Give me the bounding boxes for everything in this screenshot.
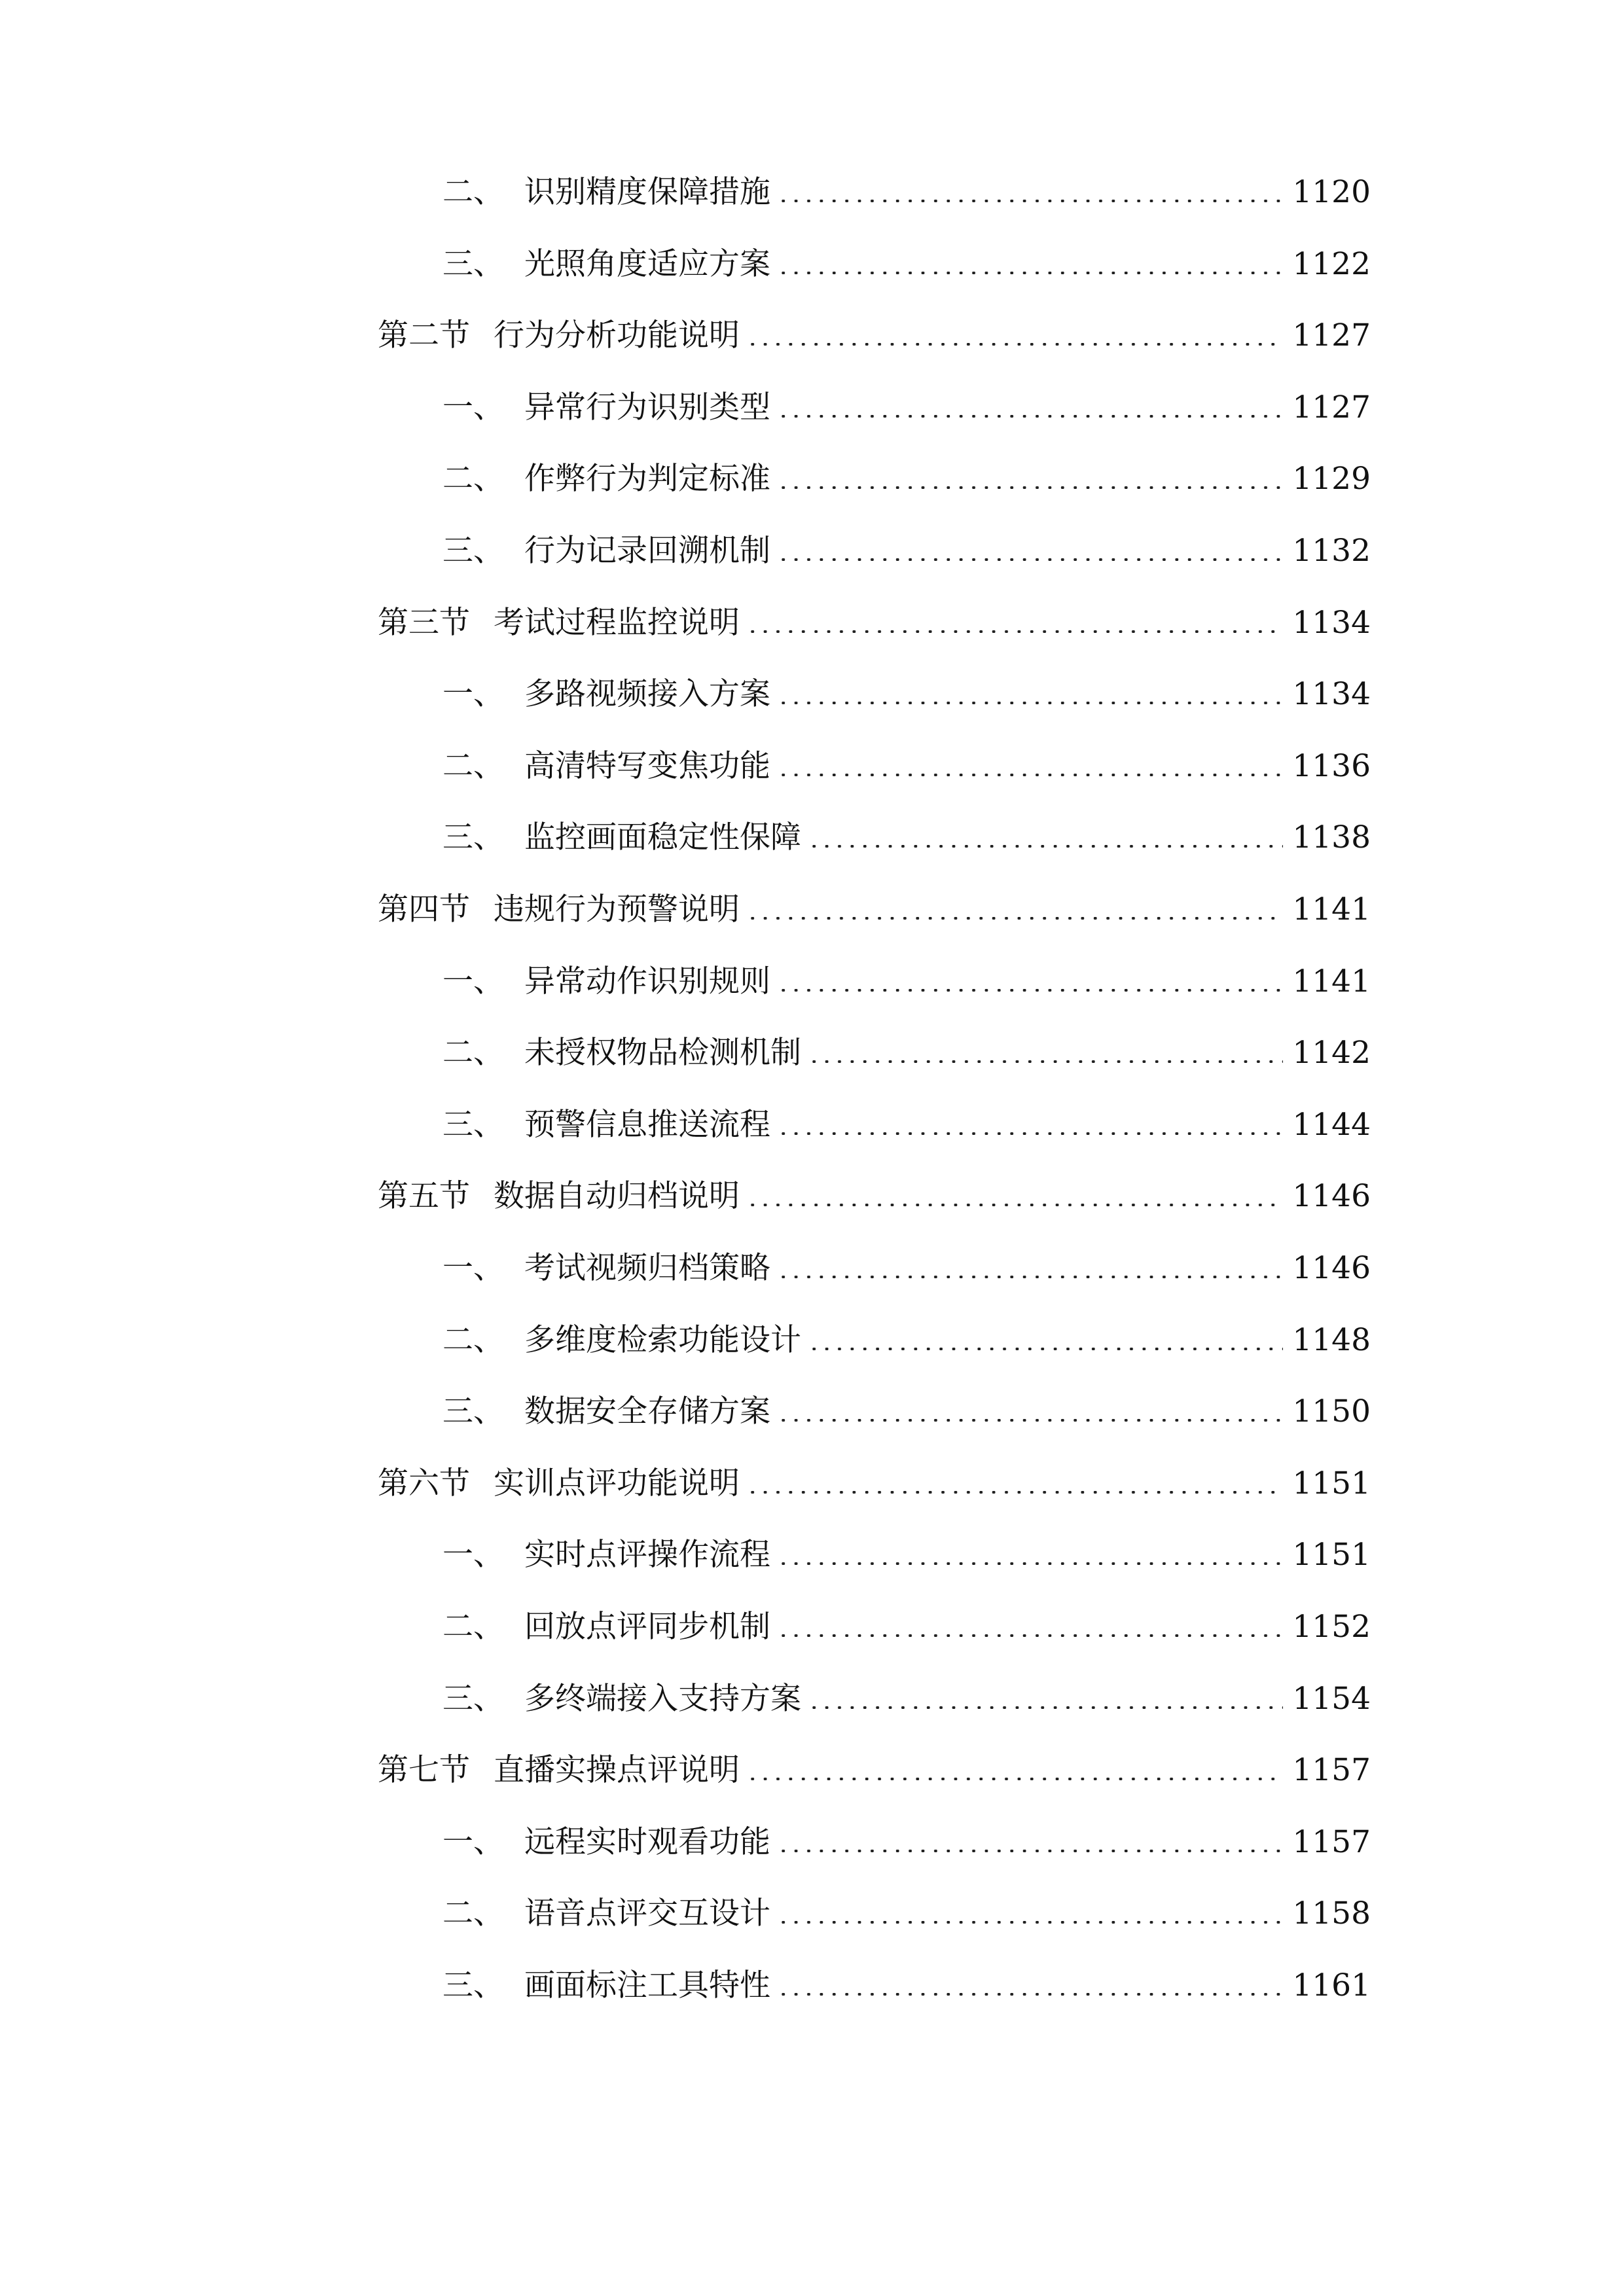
toc-subsection-entry[interactable] [442, 1673, 1371, 1725]
toc-subsection-entry[interactable] [442, 1960, 1371, 2012]
toc-entry-title: 直播实操点评说明 [494, 1752, 740, 1788]
toc-entry-number: 第六节 [378, 1465, 470, 1501]
toc-entry-number: 一、 [442, 389, 504, 425]
toc-subsection-entry[interactable] [442, 525, 1371, 577]
toc-entry-page-number: 1129 [1292, 461, 1371, 497]
toc-entry-number: 第三节 [378, 605, 470, 641]
toc-entry-page-number: 1136 [1292, 748, 1371, 784]
toc-subsection-entry[interactable] [442, 382, 1371, 434]
toc-entry-page-number: 1150 [1292, 1393, 1371, 1429]
toc-entry-title: 多维度检索功能设计 [524, 1322, 801, 1358]
toc-entry-title: 行为记录回溯机制 [524, 533, 770, 569]
toc-dot-leader [777, 1419, 1283, 1422]
toc-entry-page-number: 1151 [1292, 1465, 1371, 1501]
toc-entry-title: 数据自动归档说明 [494, 1178, 740, 1214]
toc-entry-title: 高清特写变焦功能 [524, 748, 770, 784]
toc-entry-page-number: 1152 [1292, 1609, 1371, 1645]
toc-dot-leader [777, 702, 1283, 704]
toc-entry-page-number: 1154 [1292, 1681, 1371, 1717]
toc-dot-leader [808, 1706, 1283, 1709]
toc-entry-number: 三、 [442, 1393, 504, 1429]
toc-entry-page-number: 1157 [1292, 1752, 1371, 1788]
toc-entry-number: 二、 [442, 748, 504, 784]
toc-entry-number: 三、 [442, 1107, 504, 1143]
toc-subsection-entry[interactable] [442, 238, 1371, 291]
toc-entry-title: 作弊行为判定标准 [524, 461, 770, 497]
toc-entry-title: 异常动作识别规则 [524, 963, 770, 999]
toc-entry-page-number: 1141 [1292, 891, 1371, 927]
toc-entry-number: 三、 [442, 1681, 504, 1717]
toc-entry-page-number: 1142 [1292, 1035, 1371, 1071]
toc-entry-number: 第四节 [378, 891, 470, 927]
toc-entry-number: 一、 [442, 676, 504, 712]
toc-entry-page-number: 1138 [1292, 819, 1371, 855]
toc-entry-page-number: 1120 [1292, 174, 1371, 210]
toc-entry-page-number: 1161 [1292, 1967, 1371, 2003]
toc-entry-number: 二、 [442, 1895, 504, 1931]
toc-dot-leader [746, 1204, 1283, 1206]
toc-dot-leader [777, 1562, 1283, 1565]
toc-entry-title: 预警信息推送流程 [524, 1107, 770, 1143]
toc-subsection-entry[interactable] [442, 1386, 1371, 1438]
toc-entry-page-number: 1157 [1292, 1824, 1371, 1860]
toc-dot-leader [777, 989, 1283, 992]
toc-entry-title: 考试过程监控说明 [494, 605, 740, 641]
toc-section-entry[interactable] [378, 1744, 1371, 1797]
toc-dot-leader [808, 1348, 1283, 1350]
toc-entry-number: 第五节 [378, 1178, 470, 1214]
toc-entry-title: 未授权物品检测机制 [524, 1035, 801, 1071]
toc-dot-leader [746, 343, 1283, 346]
toc-entry-page-number: 1146 [1292, 1178, 1371, 1214]
toc-subsection-entry[interactable] [442, 956, 1371, 1008]
toc-subsection-entry[interactable] [442, 1601, 1371, 1653]
toc-section-entry[interactable] [378, 884, 1371, 936]
toc-subsection-entry[interactable] [442, 1027, 1371, 1079]
toc-entry-number: 第七节 [378, 1752, 470, 1788]
toc-dot-leader [777, 1132, 1283, 1135]
toc-dot-leader [746, 1491, 1283, 1494]
toc-dot-leader [777, 774, 1283, 776]
toc-entry-number: 三、 [442, 1967, 504, 2003]
toc-entry-page-number: 1158 [1292, 1895, 1371, 1931]
toc-entry-title: 远程实时观看功能 [524, 1824, 770, 1860]
toc-entry-page-number: 1141 [1292, 963, 1371, 999]
toc-entry-number: 一、 [442, 1537, 504, 1573]
toc-entry-page-number: 1134 [1292, 605, 1371, 641]
toc-entry-number: 三、 [442, 819, 504, 855]
toc-dot-leader [777, 1921, 1283, 1924]
toc-entry-number: 一、 [442, 1824, 504, 1860]
toc-dot-leader [777, 272, 1283, 274]
toc-entry-page-number: 1122 [1292, 246, 1371, 282]
toc-dot-leader [777, 415, 1283, 418]
toc-section-entry[interactable] [378, 597, 1371, 649]
toc-subsection-entry[interactable] [442, 1816, 1371, 1869]
toc-section-entry[interactable] [378, 310, 1371, 362]
toc-entry-page-number: 1148 [1292, 1322, 1371, 1358]
toc-entry-number: 二、 [442, 1035, 504, 1071]
toc-entry-title: 违规行为预警说明 [494, 891, 740, 927]
toc-subsection-entry[interactable] [442, 812, 1371, 864]
toc-entry-title: 考试视频归档策略 [524, 1250, 770, 1286]
toc-section-entry[interactable] [378, 1458, 1371, 1510]
toc-entry-title: 多路视频接入方案 [524, 676, 770, 712]
toc-subsection-entry[interactable] [442, 1099, 1371, 1151]
toc-dot-leader [746, 917, 1283, 920]
toc-entry-number: 一、 [442, 963, 504, 999]
toc-dot-leader [777, 1634, 1283, 1637]
toc-entry-number: 一、 [442, 1250, 504, 1286]
toc-entry-page-number: 1134 [1292, 676, 1371, 712]
toc-subsection-entry[interactable] [442, 1242, 1371, 1295]
toc-dot-leader [777, 200, 1283, 202]
toc-entry-page-number: 1127 [1292, 317, 1371, 353]
toc-subsection-entry[interactable] [442, 1529, 1371, 1581]
toc-entry-title: 实训点评功能说明 [494, 1465, 740, 1501]
toc-entry-number: 三、 [442, 533, 504, 569]
toc-subsection-entry[interactable] [442, 668, 1371, 721]
toc-entry-title: 多终端接入支持方案 [524, 1681, 801, 1717]
toc-entry-number: 二、 [442, 1609, 504, 1645]
toc-subsection-entry[interactable] [442, 453, 1371, 505]
toc-dot-leader [777, 1276, 1283, 1278]
toc-entry-title: 数据安全存储方案 [524, 1393, 770, 1429]
toc-entry-page-number: 1127 [1292, 389, 1371, 425]
toc-entry-page-number: 1146 [1292, 1250, 1371, 1286]
toc-dot-leader [746, 1778, 1283, 1780]
toc-entry-title: 画面标注工具特性 [524, 1967, 770, 2003]
toc-entry-title: 实时点评操作流程 [524, 1537, 770, 1573]
toc-entry-title: 识别精度保障措施 [524, 174, 770, 210]
toc-entry-title: 回放点评同步机制 [524, 1609, 770, 1645]
toc-dot-leader [808, 845, 1283, 848]
toc-dot-leader [777, 486, 1283, 489]
toc-entry-page-number: 1144 [1292, 1107, 1371, 1143]
toc-entry-number: 三、 [442, 246, 504, 282]
toc-entry-number: 二、 [442, 461, 504, 497]
toc-entry-number: 二、 [442, 1322, 504, 1358]
toc-entry-title: 行为分析功能说明 [494, 317, 740, 353]
toc-dot-leader [746, 630, 1283, 633]
toc-dot-leader [777, 1850, 1283, 1852]
toc-subsection-entry[interactable] [442, 1314, 1371, 1367]
toc-entry-number: 二、 [442, 174, 504, 210]
toc-entry-title: 语音点评交互设计 [524, 1895, 770, 1931]
toc-subsection-entry[interactable] [442, 1888, 1371, 1940]
toc-dot-leader [808, 1060, 1283, 1063]
toc-entry-page-number: 1132 [1292, 533, 1371, 569]
toc-entry-title: 监控画面稳定性保障 [524, 819, 801, 855]
toc-entry-title: 异常行为识别类型 [524, 389, 770, 425]
toc-subsection-entry[interactable] [442, 166, 1371, 219]
toc-entry-number: 第二节 [378, 317, 470, 353]
toc-dot-leader [777, 1993, 1283, 1996]
toc-entry-page-number: 1151 [1292, 1537, 1371, 1573]
toc-subsection-entry[interactable] [442, 740, 1371, 793]
toc-section-entry[interactable] [378, 1170, 1371, 1223]
toc-dot-leader [777, 558, 1283, 561]
toc-entry-title: 光照角度适应方案 [524, 246, 770, 282]
